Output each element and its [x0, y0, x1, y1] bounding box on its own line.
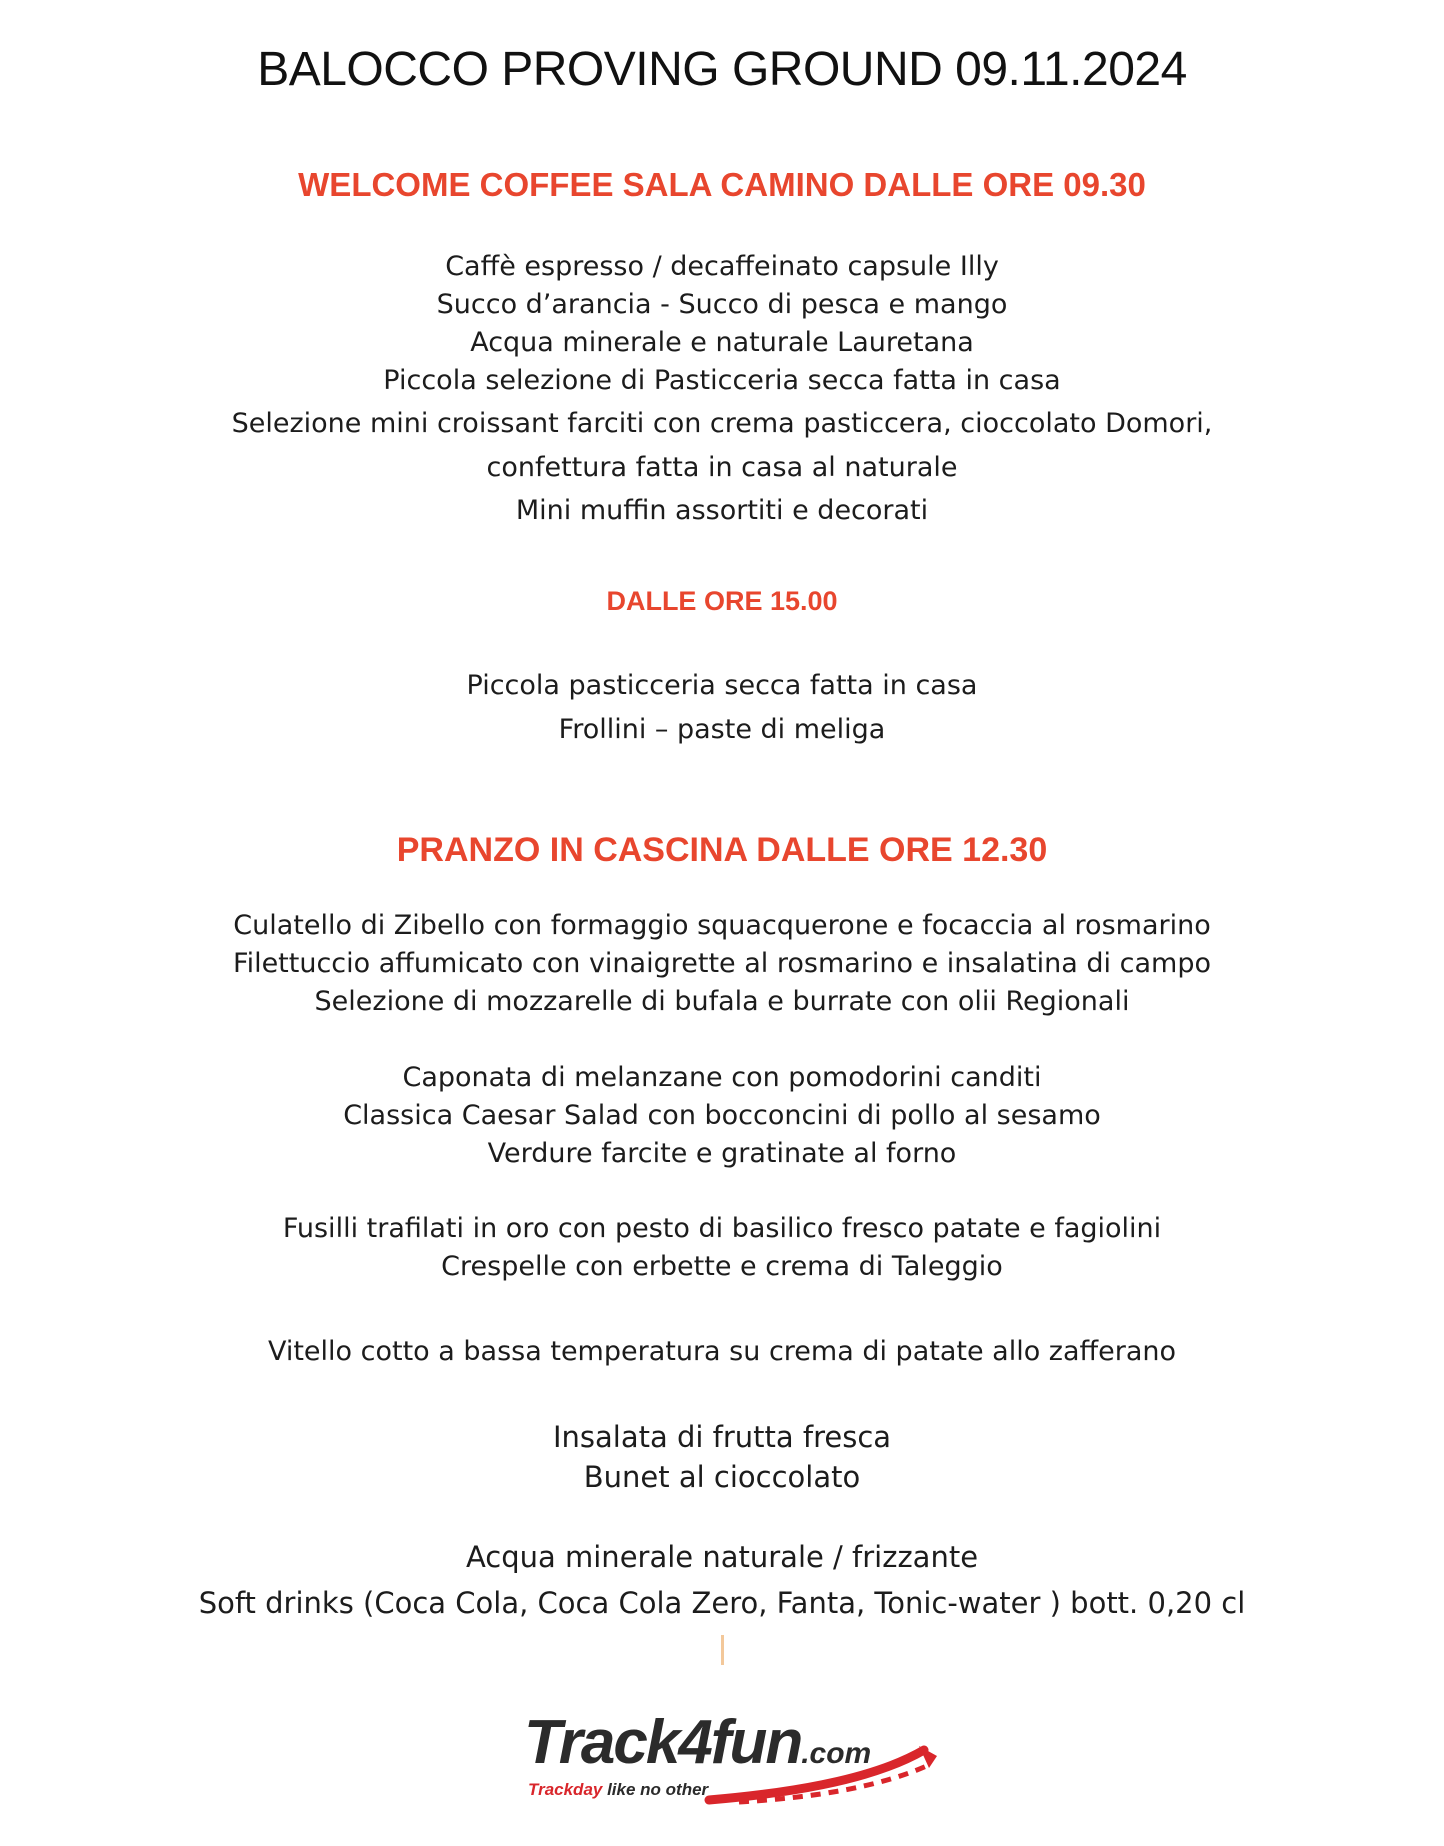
- lunch-side: Caponata di melanzane con pomodorini canditi: [402, 1062, 1042, 1093]
- lunch-dessert: Bunet al cioccolato: [583, 1460, 861, 1494]
- lunch-heading: PRANZO IN CASCINA DALLE ORE 12.30: [396, 831, 1048, 869]
- logo-domain: .com: [801, 1737, 872, 1770]
- welcome-coffee-heading: WELCOME COFFEE SALA CAMINO DALLE ORE 09.30: [298, 166, 1146, 203]
- lunch-drink: Acqua minerale naturale / frizzante: [465, 1540, 979, 1574]
- lunch-starter: Filettuccio affumicato con vinaigrette al rosmarino e insalatina di campo: [233, 948, 1211, 979]
- lunch-main-course: Vitello cotto a bassa temperatura su crema di patate allo zafferano: [267, 1336, 1177, 1367]
- logo-tagline-rest: like no other: [602, 1780, 709, 1799]
- logo-wordmark: [524, 1708, 872, 1777]
- lunch-starter: Culatello di Zibello con formaggio squacquerone e focaccia al rosmarino: [233, 910, 1211, 941]
- welcome-item: Piccola selezione di Pasticceria secca fatta in casa: [383, 365, 1061, 396]
- logo-tagline: [528, 1780, 708, 1800]
- welcome-item: Selezione mini croissant farciti con crema pasticcera, cioccolato Domori,: [231, 408, 1213, 439]
- text-cursor-mark: [721, 1635, 724, 1665]
- welcome-item: confettura fatta in casa al naturale: [486, 452, 958, 483]
- welcome-item: Mini muffin assortiti e decorati: [515, 495, 929, 526]
- afternoon-item: Piccola pasticceria secca fatta in casa: [466, 670, 978, 701]
- page-title: BALOCCO PROVING GROUND 09.11.2024: [257, 43, 1187, 96]
- welcome-item: Caffè espresso / decaffeinato capsule Illy: [445, 251, 999, 282]
- lunch-side: Classica Caesar Salad con bocconcini di pollo al sesamo: [343, 1100, 1101, 1131]
- logo-brand: Track4fun: [524, 1708, 802, 1777]
- welcome-item: Succo d’arancia - Succo di pesca e mango: [436, 289, 1008, 320]
- lunch-starter: Selezione di mozzarelle di bufala e burrate con olii Regionali: [314, 986, 1130, 1017]
- lunch-side: Verdure farcite e gratinate al forno: [487, 1138, 957, 1169]
- lunch-first-course: Fusilli trafilati in oro con pesto di basilico fresco patate e fagiolini: [282, 1213, 1162, 1244]
- track4fun-logo: [524, 1708, 944, 1812]
- afternoon-item: Frollini – paste di meliga: [558, 714, 886, 745]
- lunch-first-course: Crespelle con erbette e crema di Taleggio: [441, 1251, 1003, 1282]
- lunch-dessert: Insalata di frutta fresca: [552, 1420, 892, 1454]
- welcome-item: Acqua minerale e naturale Lauretana: [470, 327, 974, 358]
- afternoon-heading: DALLE ORE 15.00: [606, 586, 838, 616]
- lunch-drink: Soft drinks (Coca Cola, Coca Cola Zero, Fanta, Tonic-water ) bott. 0,20 cl: [198, 1586, 1246, 1620]
- logo-tagline-red: Trackday: [528, 1780, 603, 1799]
